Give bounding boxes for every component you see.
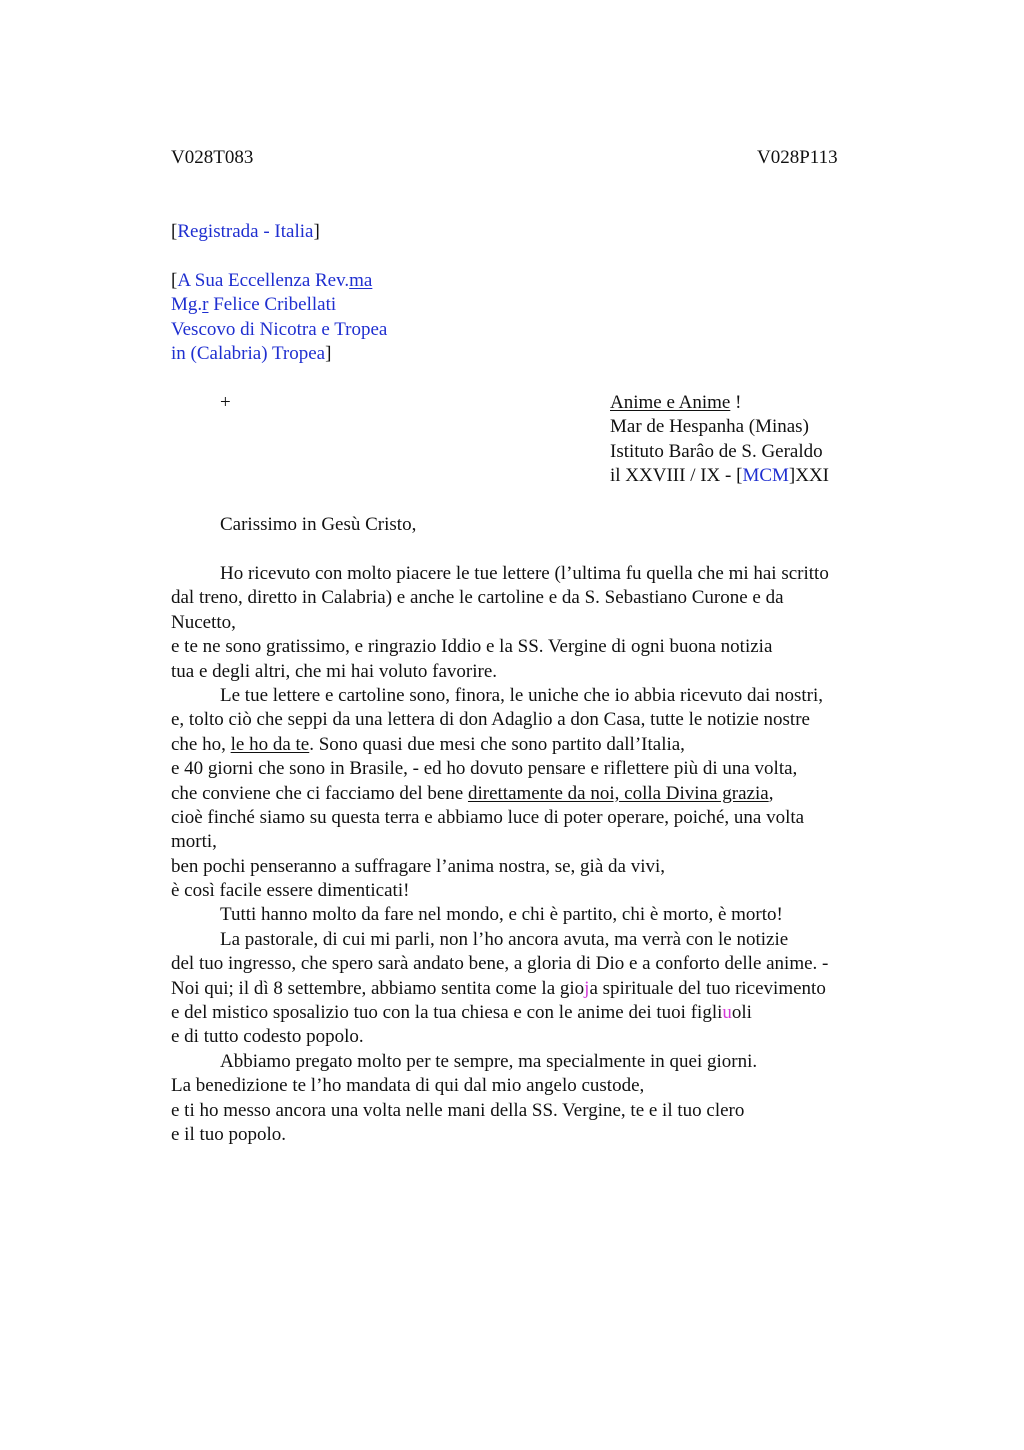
cross-symbol: +	[220, 392, 231, 413]
body-line: Ho ricevuto con molto piacere le tue lettere (l’ultima fu quella che mi hai scritto	[220, 563, 829, 584]
body-line: che conviene che ci facciamo del bene direttamente da noi, colla Divina grazia,	[171, 782, 774, 804]
body-line: Nucetto,	[171, 611, 236, 633]
address-line-1: [A Sua Eccellenza Rev.ma	[171, 270, 373, 291]
body-line: e ti ho messo ancora una volta nelle mani della SS. Vergine, te e il tuo clero	[171, 1099, 745, 1121]
body-line: tua e degli altri, che mi hai voluto favorire.	[171, 660, 498, 682]
body-line: cioè finché siamo su questa terra e abbiamo luce di poter operare, poiché, una volta	[171, 806, 805, 828]
bracket-open: [	[171, 221, 178, 242]
dateline-motto: Anime e Anime !	[610, 392, 742, 413]
body-line: è così facile essere dimenticati!	[171, 880, 410, 902]
body-line: e, tolto ciò che seppi da una lettera di don Adaglio a don Casa, tutte le notizie nostre	[171, 709, 810, 731]
dateline-block	[610, 391, 829, 489]
body-line: e il tuo popolo.	[171, 1123, 287, 1145]
body-line: che ho, le ho da te. Sono quasi due mesi che sono partito dall’Italia,	[171, 733, 685, 755]
body-line: morti,	[171, 831, 217, 853]
registration-text: Registrada - Italia	[177, 221, 314, 242]
address-line-2: Mg.r Felice Cribellati	[171, 294, 337, 316]
address-line-4: in (Calabria) Tropea]	[171, 343, 332, 365]
dateline-date: il XXVIII / IX - [MCM]XXI	[610, 465, 830, 487]
body-line: Noi qui; il dì 8 settembre, abbiamo sentita come la gioja spirituale del tuo ricevimento	[171, 977, 826, 999]
body-line: e 40 giorni che sono in Brasile, - ed ho dovuto pensare e riflettere più di una volta,	[171, 758, 798, 780]
body-line: e di tutto codesto popolo.	[171, 1026, 364, 1048]
address-block	[171, 269, 387, 367]
dateline-place: Mar de Hespanha (Minas)	[610, 416, 809, 438]
document-code-right: V028P113	[757, 147, 838, 168]
body-line: Tutti hanno molto da fare nel mondo, e chi è partito, chi è morto, è morto!	[220, 904, 783, 926]
registration-note	[171, 220, 320, 244]
salutation: Carissimo in Gesù Cristo,	[220, 514, 417, 535]
body-line: del tuo ingresso, che spero sarà andato bene, a gloria di Dio e a conforto delle anime. -	[171, 953, 829, 975]
address-line-3: Vescovo di Nicotra e Tropea	[171, 318, 388, 340]
body-line: Abbiamo pregato molto per te sempre, ma specialmente in quei giorni.	[220, 1050, 758, 1072]
body-line: Le tue lettere e cartoline sono, finora, le uniche che io abbia ricevuto dai nostri,	[220, 684, 824, 706]
body-line: La benedizione te l’ho mandata di qui dal mio angelo custode,	[171, 1075, 645, 1097]
body-line: e te ne sono gratissimo, e ringrazio Iddio e la SS. Vergine di ogni buona notizia	[171, 636, 773, 658]
dateline-institute: Istituto Barâo de S. Geraldo	[610, 440, 823, 462]
body-line: e del mistico sposalizio tuo con la tua chiesa e con le anime dei tuoi figliuoli	[171, 1002, 752, 1024]
body-line: La pastorale, di cui mi parli, non l’ho ancora avuta, ma verrà con le notizie	[220, 928, 789, 950]
body-line: ben pochi penseranno a suffragare l’anima nostra, se, già da vivi,	[171, 855, 665, 877]
bracket-close: ]	[313, 221, 320, 242]
body-line: dal treno, diretto in Calabria) e anche le cartoline e da S. Sebastiano Curone e da	[171, 587, 784, 609]
document-code-left: V028T083	[171, 147, 254, 168]
letter-body	[171, 562, 911, 1147]
